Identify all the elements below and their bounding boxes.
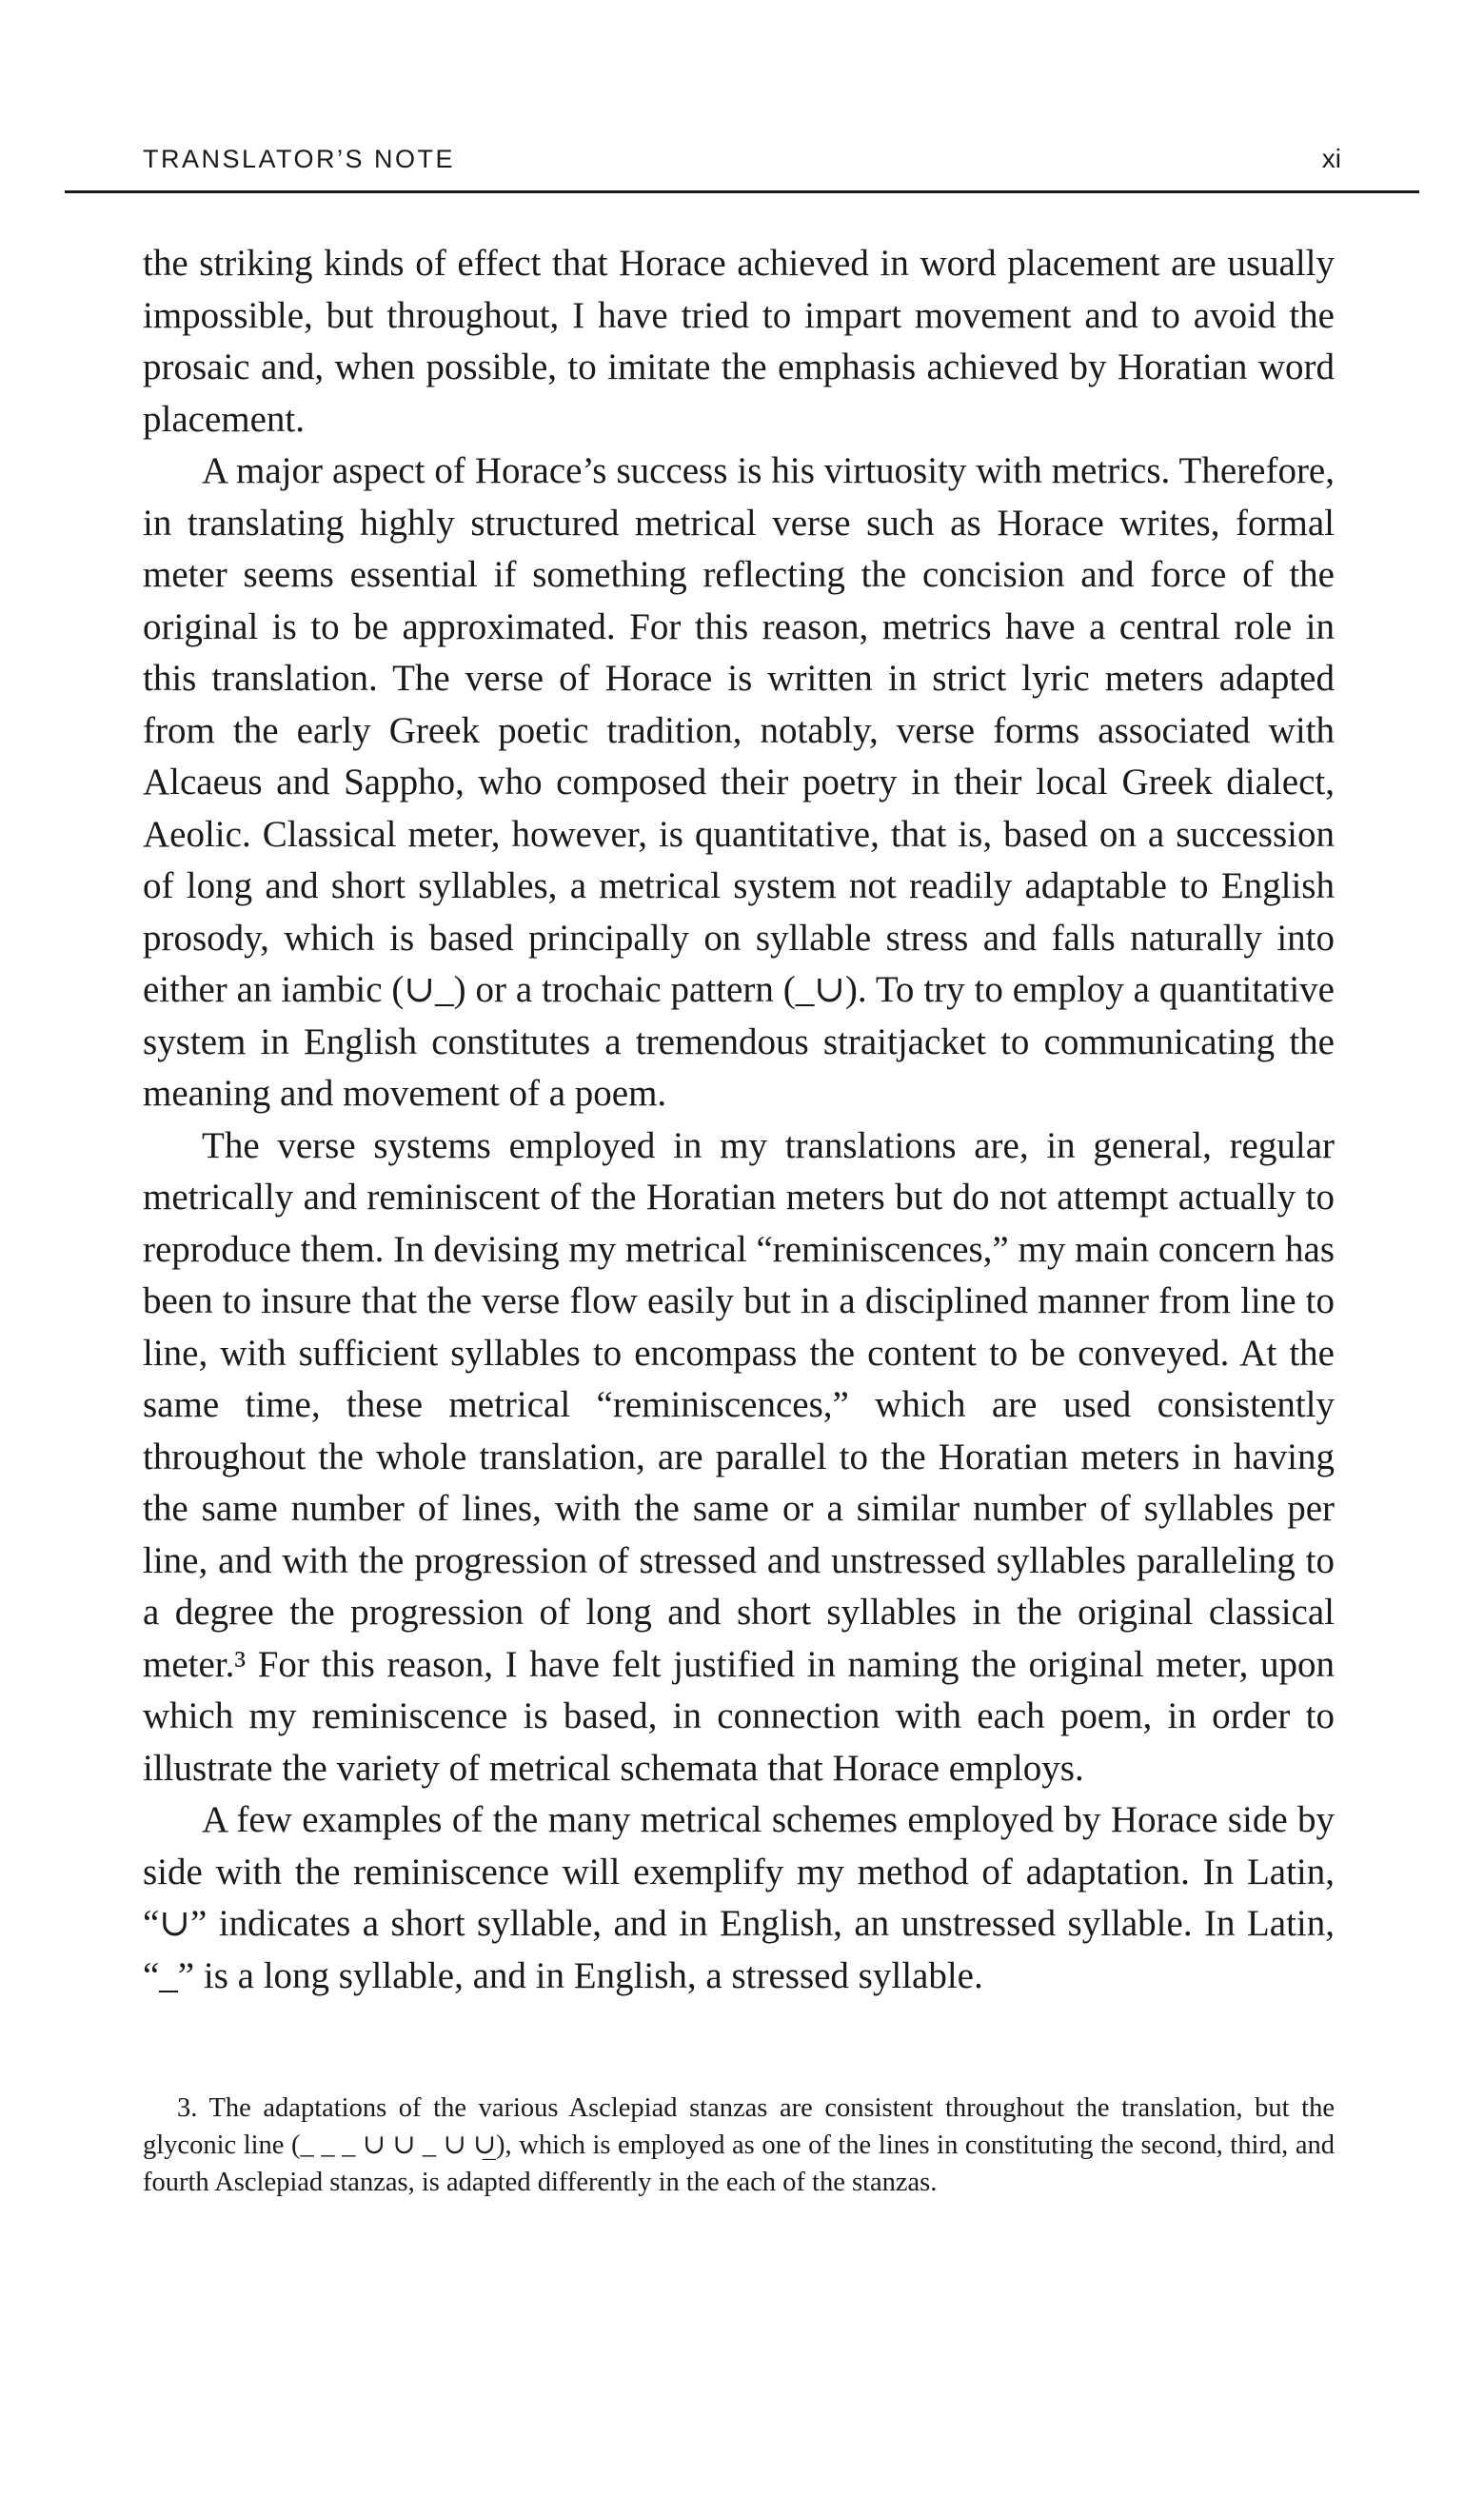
- running-header: [65, 143, 1419, 193]
- footnote-text: 3. The adaptations of the various Asclepiad stanzas are consistent throughout the translation, but the glyconic line (_ _ _ ∪ ∪ _ ∪ ∪̲), which is employed as one of the lines in constituting the second, third, and fourth Asclepiad stanzas, is adapted differently in the each of the stanzas.: [143, 2093, 1335, 2197]
- paragraph-continued: the striking kinds of effect that Horace achieved in word placement are usually impossible, but throughout, I have tried to impart movement and to avoid the prosaic and, when possible, to imitate the emphasis achieved by Horatian word placement.: [143, 243, 1335, 440]
- paragraph: The verse systems employed in my translations are, in general, regular metrically and reminiscent of the Horatian meters but do not attempt actually to reproduce them. In devising my metrical “reminiscences,” my main concern has been to insure that the verse flow easily but in a disciplined manner from line to line, with sufficient syllables to encompass the content to be conveyed. At the same time, these metrical “reminiscences,” which are used consistently throughout the whole translation, are parallel to the Horatian meters in having the same number of lines, with the same or a similar number of syllables per line, and with the progression of stressed and unstressed syllables paralleling to a degree the progression of long and short syllables in the original classical meter.³ For this reason, I have felt justified in naming the original meter, upon which my reminiscence is based, in connection with each poem, in order to illustrate the variety of metrical schemata that Horace employs.: [143, 1124, 1335, 1789]
- running-head-title: TRANSLATOR’S NOTE: [143, 145, 456, 173]
- page-number: xi: [1321, 144, 1341, 173]
- main-text: [143, 238, 1335, 2002]
- paragraph: A few examples of the many metrical schemes employed by Horace side by side with the reminiscence will exemplify my method of adaptation. In Latin, “∪” indicates a short syllable, and in English, an unstressed syllable. In Latin, “_” is a long syllable, and in English, a stressed syllable.: [143, 1799, 1335, 1996]
- footnote: [143, 2090, 1335, 2201]
- paragraph: A major aspect of Horace’s success is his virtuosity with metrics. Therefore, in translating highly structured metrical verse such as Horace writes, formal meter seems essential if something reflecting the concision and force of the original is to be approximated. For this reason, metrics have a central role in this translation. The verse of Horace is written in strict lyric meters adapted from the early Greek poetic tradition, notably, verse forms associated with Alcaeus and Sappho, who composed their poetry in their local Greek dialect, Aeolic. Classical meter, however, is quantitative, that is, based on a succession of long and short syllables, a metrical system not readily adaptable to English prosody, which is based principally on syllable stress and falls naturally into either an iambic (∪_) or a trochaic pattern (_∪). To try to employ a quantitative system in English constitutes a tremendous straitjacket to communicating the meaning and movement of a poem.: [143, 450, 1335, 1114]
